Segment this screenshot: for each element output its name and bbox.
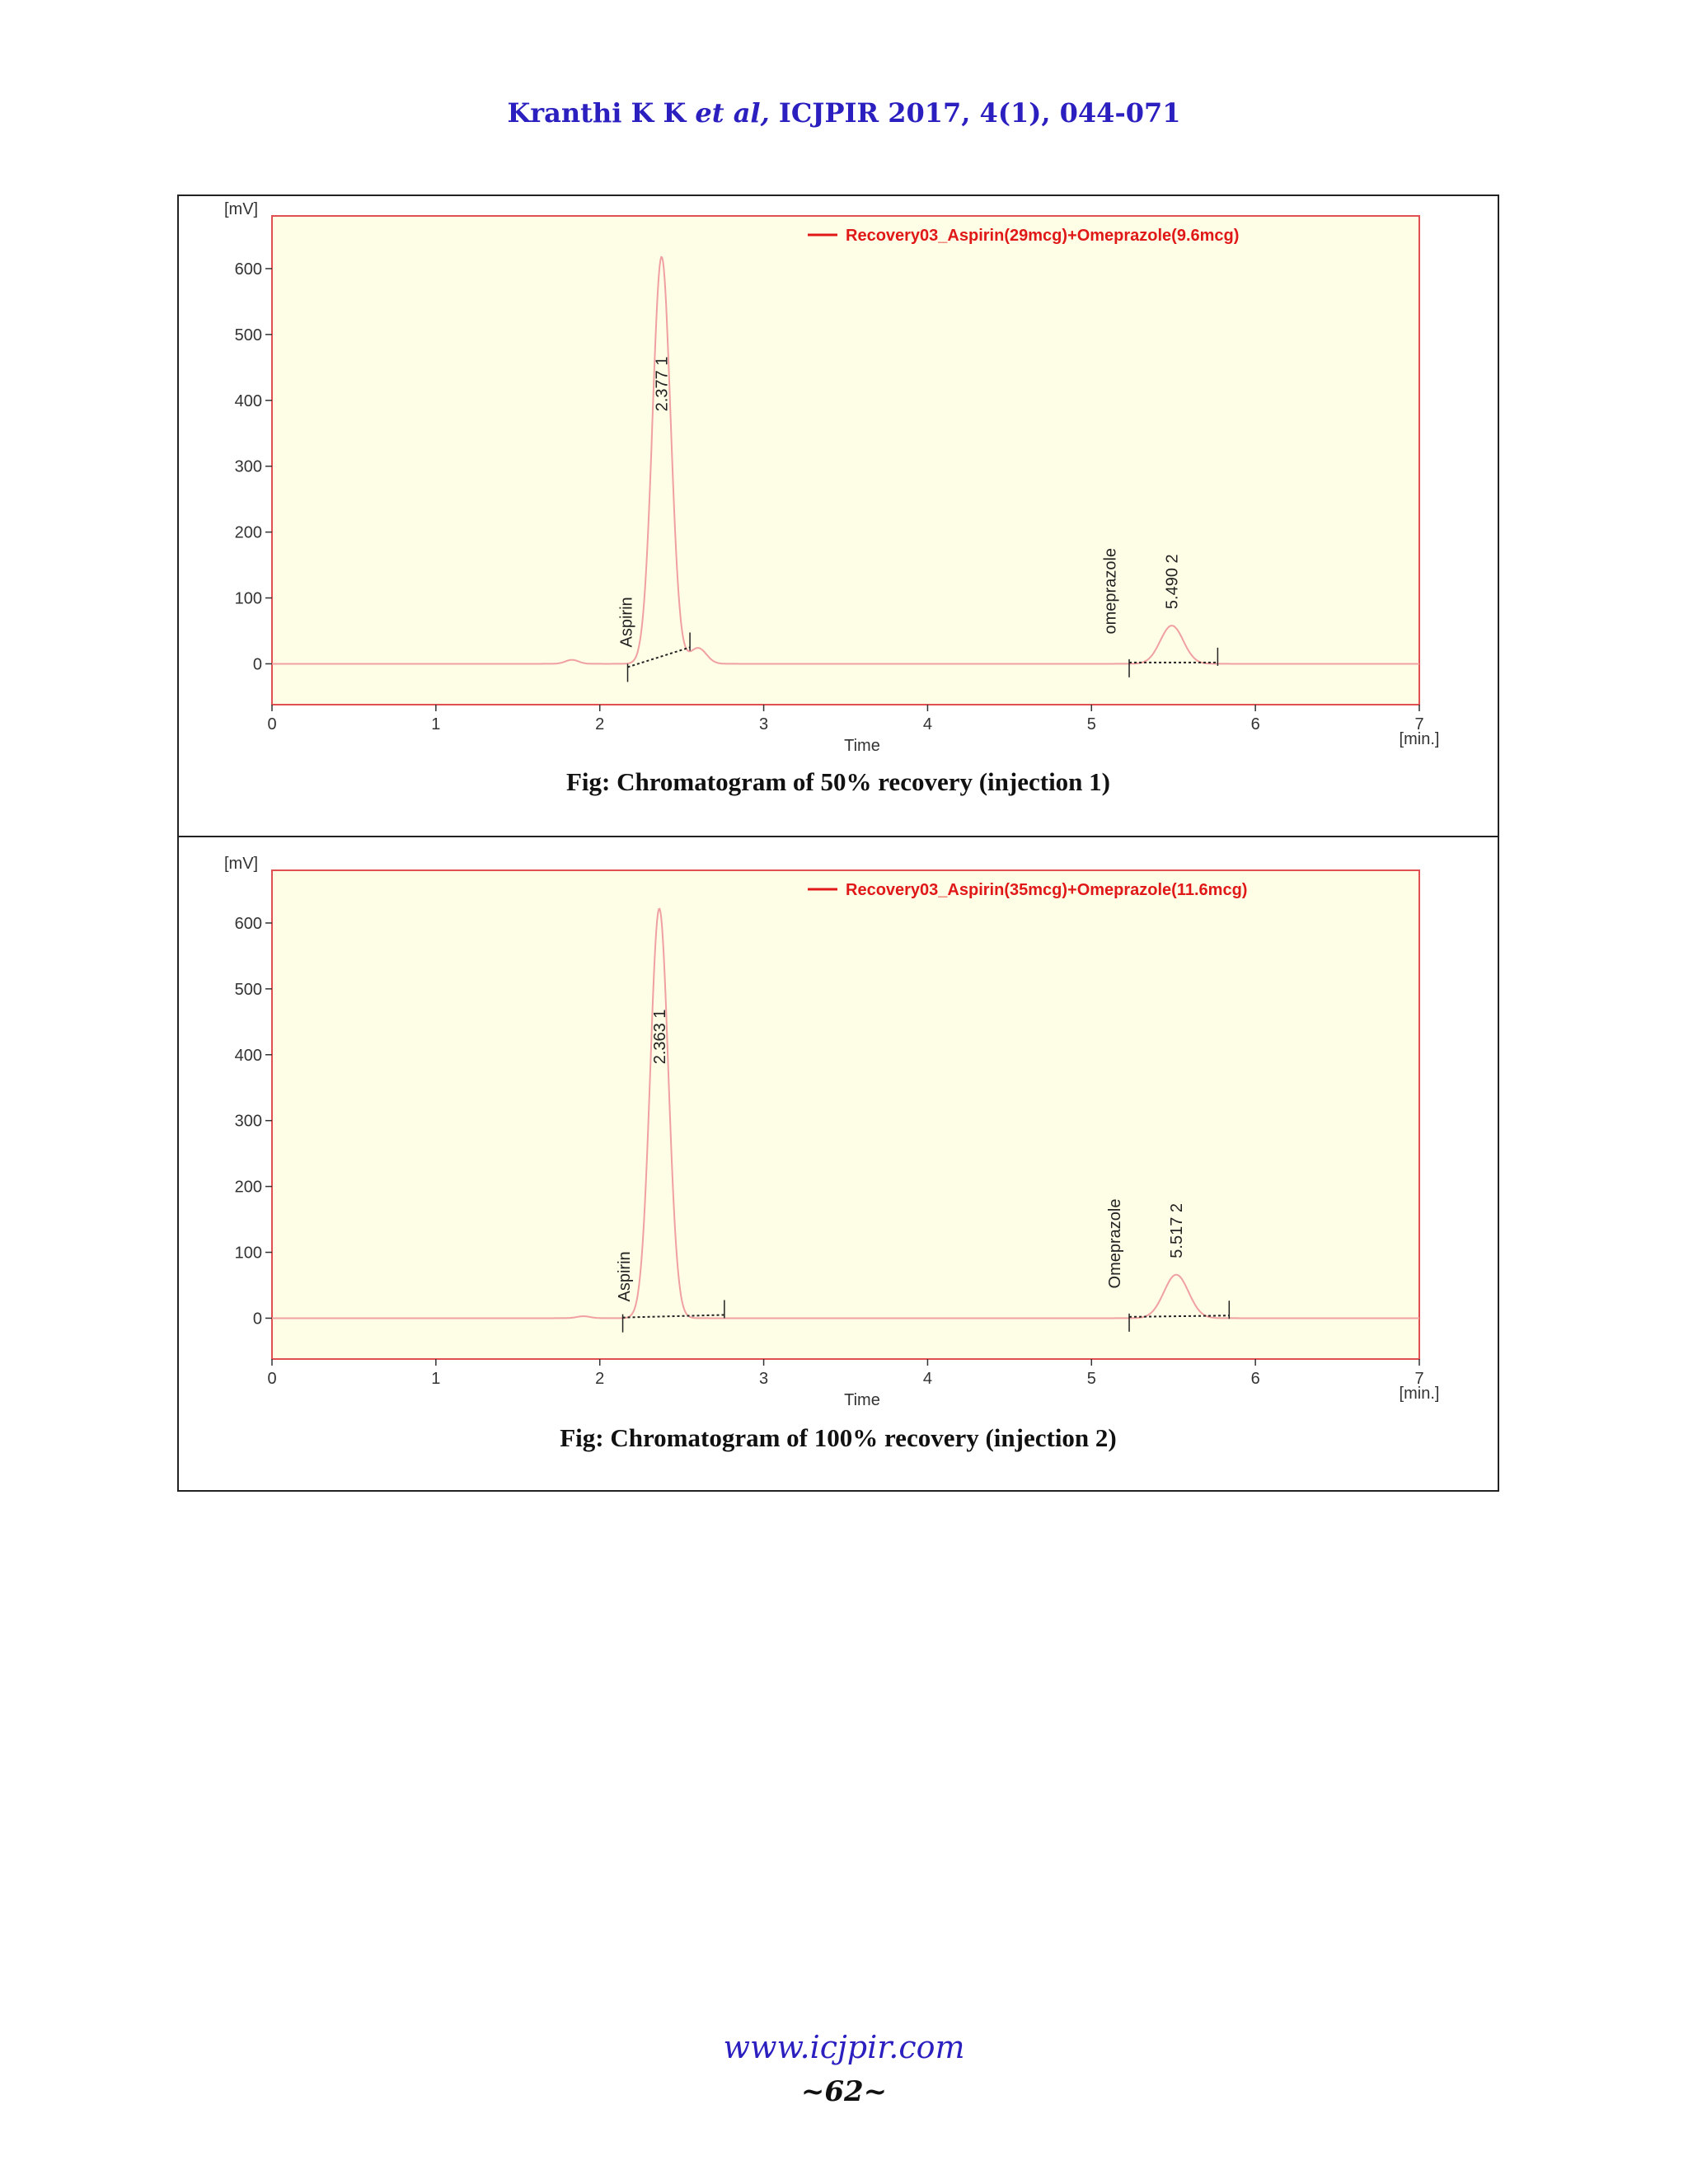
legend-label: Recovery03_Aspirin(29mcg)+Omeprazole(9.6mcg) — [846, 227, 1240, 245]
chart-caption-2: Fig: Chromatogram of 100% recovery (injection 2) — [560, 1423, 1117, 1452]
y-axis-label: [mV] — [224, 855, 259, 873]
header-citation: ICJPIR 2017, 4(1), 044-071 — [778, 97, 1181, 129]
y-tick-label: 500 — [234, 980, 262, 999]
x-tick-label: 4 — [922, 1370, 932, 1388]
peak-compound-label: Aspirin — [617, 597, 636, 648]
y-tick-label: 100 — [234, 589, 262, 608]
x-tick-label: 7 — [1414, 715, 1424, 733]
x-axis-label: Time — [844, 1391, 880, 1409]
header-authors: Kranthi K K — [507, 97, 687, 129]
header-etal: et al, — [695, 97, 770, 129]
peak-compound-label: Aspirin — [615, 1251, 634, 1302]
x-tick-label: 3 — [759, 1370, 769, 1388]
x-tick-label: 3 — [759, 715, 769, 733]
peak-retention-label: 2.377 1 — [653, 356, 672, 412]
plot-area — [272, 216, 1419, 705]
y-tick-label: 100 — [234, 1244, 262, 1263]
chromatogram-svg-2 — [183, 852, 1469, 1462]
y-tick-label: 200 — [234, 523, 262, 542]
y-tick-label: 0 — [252, 655, 262, 674]
x-tick-label: 5 — [1086, 715, 1096, 733]
x-axis-label: Time — [844, 737, 880, 755]
x-unit-label: [min.] — [1399, 730, 1440, 748]
chart-caption-1: Fig: Chromatogram of 50% recovery (injection 1) — [565, 767, 1110, 796]
y-tick-label: 600 — [234, 260, 262, 279]
page-header — [0, 97, 1688, 129]
plot-area — [272, 870, 1419, 1359]
peak-retention-label: 5.490 2 — [1163, 554, 1182, 610]
x-tick-label: 6 — [1250, 715, 1260, 733]
y-tick-label: 0 — [252, 1310, 262, 1329]
x-tick-label: 0 — [267, 1370, 277, 1388]
y-tick-label: 400 — [234, 1046, 262, 1065]
figure-divider — [177, 836, 1499, 837]
chromatogram-chart-1 — [183, 198, 1469, 808]
x-tick-label: 4 — [922, 715, 932, 733]
y-tick-label: 600 — [234, 914, 262, 933]
x-tick-label: 1 — [431, 715, 441, 733]
x-tick-label: 7 — [1414, 1370, 1424, 1388]
x-tick-label: 2 — [595, 1370, 605, 1388]
y-tick-label: 200 — [234, 1178, 262, 1197]
footer-page-number: ~62~ — [800, 2075, 888, 2108]
x-tick-label: 0 — [267, 715, 277, 733]
y-tick-label: 300 — [234, 457, 262, 476]
footer-url: www.icjpir.com — [723, 2029, 965, 2065]
peak-compound-label: Omeprazole — [1106, 1198, 1125, 1289]
y-axis-label: [mV] — [224, 200, 259, 218]
y-tick-label: 500 — [234, 326, 262, 344]
x-tick-label: 6 — [1250, 1370, 1260, 1388]
x-tick-label: 1 — [431, 1370, 441, 1388]
x-tick-label: 2 — [595, 715, 605, 733]
y-tick-label: 400 — [234, 391, 262, 410]
chromatogram-chart-2 — [183, 852, 1469, 1462]
legend-label: Recovery03_Aspirin(35mcg)+Omeprazole(11.6mcg) — [846, 881, 1248, 899]
chromatogram-svg-1 — [183, 198, 1469, 808]
x-unit-label: [min.] — [1399, 1385, 1440, 1403]
peak-compound-label: omeprazole — [1101, 547, 1120, 635]
peak-retention-label: 5.517 2 — [1168, 1202, 1187, 1258]
peak-retention-label: 2.363 1 — [650, 1009, 669, 1065]
x-tick-label: 5 — [1086, 1370, 1096, 1388]
y-tick-label: 300 — [234, 1112, 262, 1131]
